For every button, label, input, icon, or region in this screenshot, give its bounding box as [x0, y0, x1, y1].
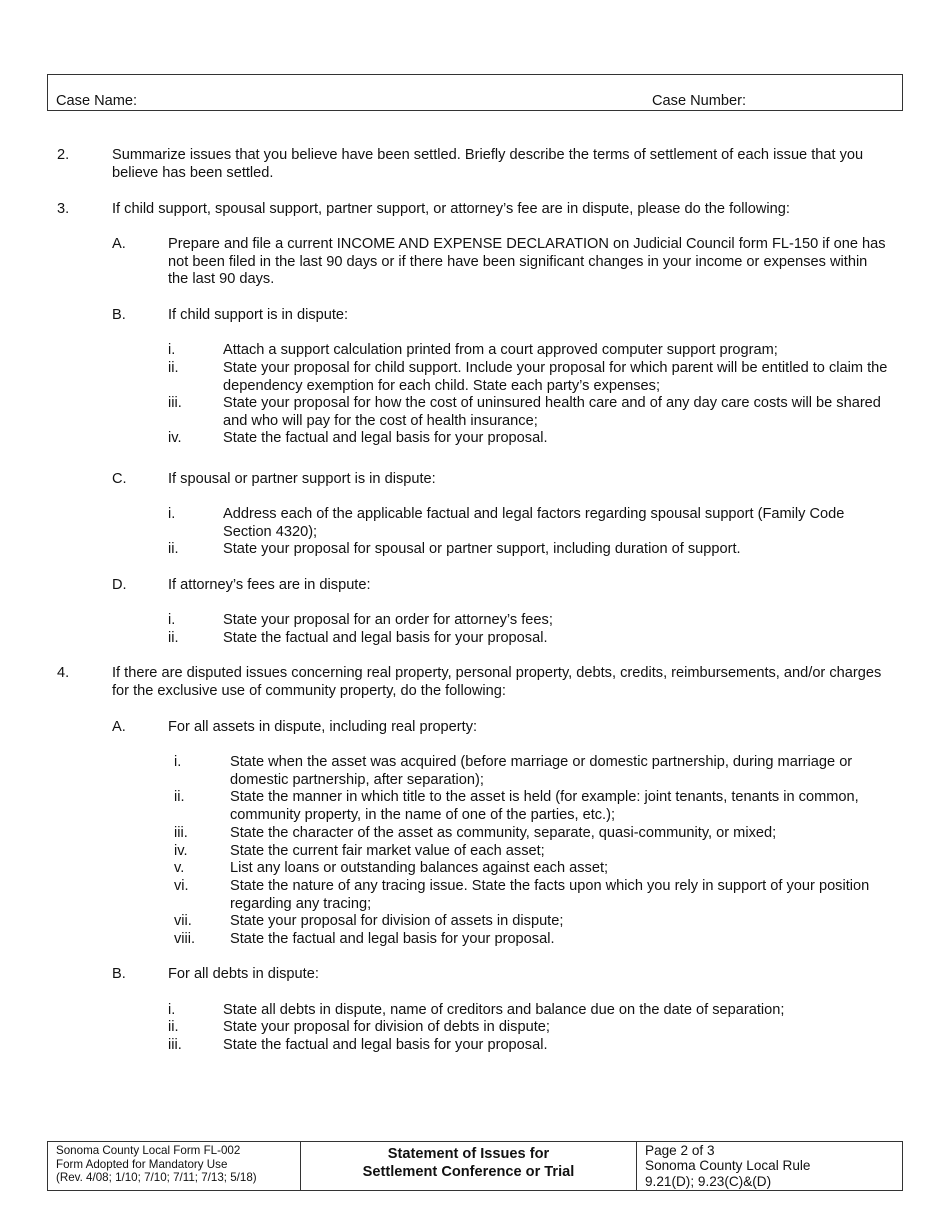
item-4b-letter: B.: [112, 966, 126, 982]
footer-form-info: [48, 1142, 301, 1190]
sub-numeral: i.: [168, 612, 176, 628]
item-4a-text: For all assets in dispute, including real property:: [168, 719, 478, 735]
sub-item-text: State the factual and legal basis for your proposal.: [230, 931, 555, 947]
item-3b-text: If child support is in dispute:: [168, 307, 349, 323]
sub-numeral: i.: [168, 1002, 176, 1018]
sub-item-text: Attach a support calculation printed from a court approved computer support program;: [223, 342, 778, 358]
sub-item-text: State all debts in dispute, name of creditors and balance due on the date of separation;: [223, 1002, 785, 1018]
sub-numeral: vi.: [174, 878, 189, 894]
sub-numeral: iv.: [168, 430, 182, 446]
item-3c-letter: C.: [112, 471, 127, 487]
sub-numeral: iii.: [168, 395, 182, 411]
footer-form-id: Sonoma County Local Form FL-002: [56, 1144, 241, 1157]
item-3a-letter: A.: [112, 236, 126, 252]
sub-numeral: ii.: [168, 1019, 179, 1035]
sub-item-text: State your proposal for division of assets in dispute;: [230, 913, 564, 929]
sub-numeral: viii.: [174, 931, 196, 947]
footer-form-title: [301, 1142, 637, 1190]
footer-page-info: [637, 1142, 902, 1190]
sub-numeral: ii.: [168, 541, 179, 557]
sub-numeral: iii.: [174, 825, 188, 841]
sub-item-text: State your proposal for how the cost of uninsured health care and of any day care costs will be shared and who will pay for the cost of health insurance;: [223, 395, 881, 429]
item-4b-text: For all debts in dispute:: [168, 966, 319, 982]
footer-page-number: Page 2 of 3: [645, 1143, 715, 1158]
item-4a-letter: A.: [112, 719, 126, 735]
footer-title-line-2: Settlement Conference or Trial: [362, 1164, 575, 1180]
sub-item-text: State the factual and legal basis for your proposal.: [223, 430, 548, 446]
footer-form-revisions: (Rev. 4/08; 1/10; 7/10; 7/11; 7/13; 5/18): [56, 1171, 257, 1185]
sub-numeral: i.: [174, 754, 182, 770]
sub-item-text: State the factual and legal basis for your proposal.: [223, 630, 548, 646]
sub-numeral: ii.: [174, 789, 185, 805]
sub-item-text: State when the asset was acquired (before marriage or domestic partnership, during marriage or domestic partnership, after separation);: [230, 754, 853, 788]
footer-title-line-1: Statement of Issues for: [387, 1146, 550, 1162]
item-3a-text: Prepare and file a current INCOME AND EXPENSE DECLARATION on Judicial Council form FL-150 if one has not been filed in the last 90 days or if there have been significant changes in your income or expenses within the last 90 days.: [168, 236, 886, 288]
item-2-text: Summarize issues that you believe have been settled. Briefly describe the terms of settlement of each issue that you believe has been settled.: [112, 147, 864, 181]
item-3c-text: If spousal or partner support is in dispute:: [168, 471, 436, 487]
form-footer: [47, 1141, 903, 1191]
sub-item-text: State your proposal for an order for attorney’s fees;: [223, 612, 553, 628]
sub-item-text: State the factual and legal basis for your proposal.: [223, 1037, 548, 1053]
sub-numeral: vii.: [174, 913, 192, 929]
item-4-text: If there are disputed issues concerning real property, personal property, debts, credits, reimbursements, and/or charges for the exclusive use of community property, do the following:: [112, 665, 882, 699]
sub-item-text: List any loans or outstanding balances against each asset;: [230, 860, 609, 876]
footer-form-adopted: Form Adopted for Mandatory Use: [56, 1157, 228, 1171]
footer-rule-numbers: 9.21(D); 9.23(C)&(D): [645, 1173, 772, 1189]
item-3b-letter: B.: [112, 307, 126, 323]
footer-local-rule: Sonoma County Local Rule: [645, 1158, 811, 1174]
sub-item-text: Address each of the applicable factual and legal factors regarding spousal support (Family Code Section 4320);: [223, 506, 845, 540]
case-number-label: Case Number:: [652, 93, 747, 109]
case-name-label: Case Name:: [56, 93, 138, 109]
item-3-number: 3.: [57, 201, 70, 217]
item-3-text: If child support, spousal support, partner support, or attorney’s fee are in dispute, please do the following:: [112, 201, 790, 217]
item-4-number: 4.: [57, 665, 70, 681]
case-header-box: [47, 74, 903, 111]
sub-numeral: ii.: [168, 360, 179, 376]
sub-numeral: v.: [174, 860, 185, 876]
sub-numeral: iii.: [168, 1037, 182, 1053]
sub-numeral: iv.: [174, 843, 188, 859]
sub-numeral: i.: [168, 342, 176, 358]
sub-item-text: State your proposal for spousal or partner support, including duration of support.: [223, 541, 741, 557]
sub-item-text: State your proposal for division of debts in dispute;: [223, 1019, 550, 1035]
item-3d-text: If attorney’s fees are in dispute:: [168, 577, 371, 593]
item-3d-letter: D.: [112, 577, 127, 593]
sub-item-text: State your proposal for child support. Include your proposal for which parent will be entitled to claim the dependency exemption for each child. State each party’s expenses;: [223, 360, 888, 394]
sub-numeral: ii.: [168, 630, 179, 646]
sub-numeral: i.: [168, 506, 176, 522]
item-2-number: 2.: [57, 147, 70, 163]
sub-item-text: State the current fair market value of each asset;: [230, 843, 545, 859]
sub-item-text: State the manner in which title to the asset is held (for example: joint tenants, tenants in common, community property, in the name of one of the parties, etc.);: [230, 789, 859, 823]
sub-item-text: State the character of the asset as community, separate, quasi-community, or mixed;: [230, 825, 777, 841]
sub-item-text: State the nature of any tracing issue. State the facts upon which you rely in support of your position regarding any tracing;: [230, 878, 870, 912]
